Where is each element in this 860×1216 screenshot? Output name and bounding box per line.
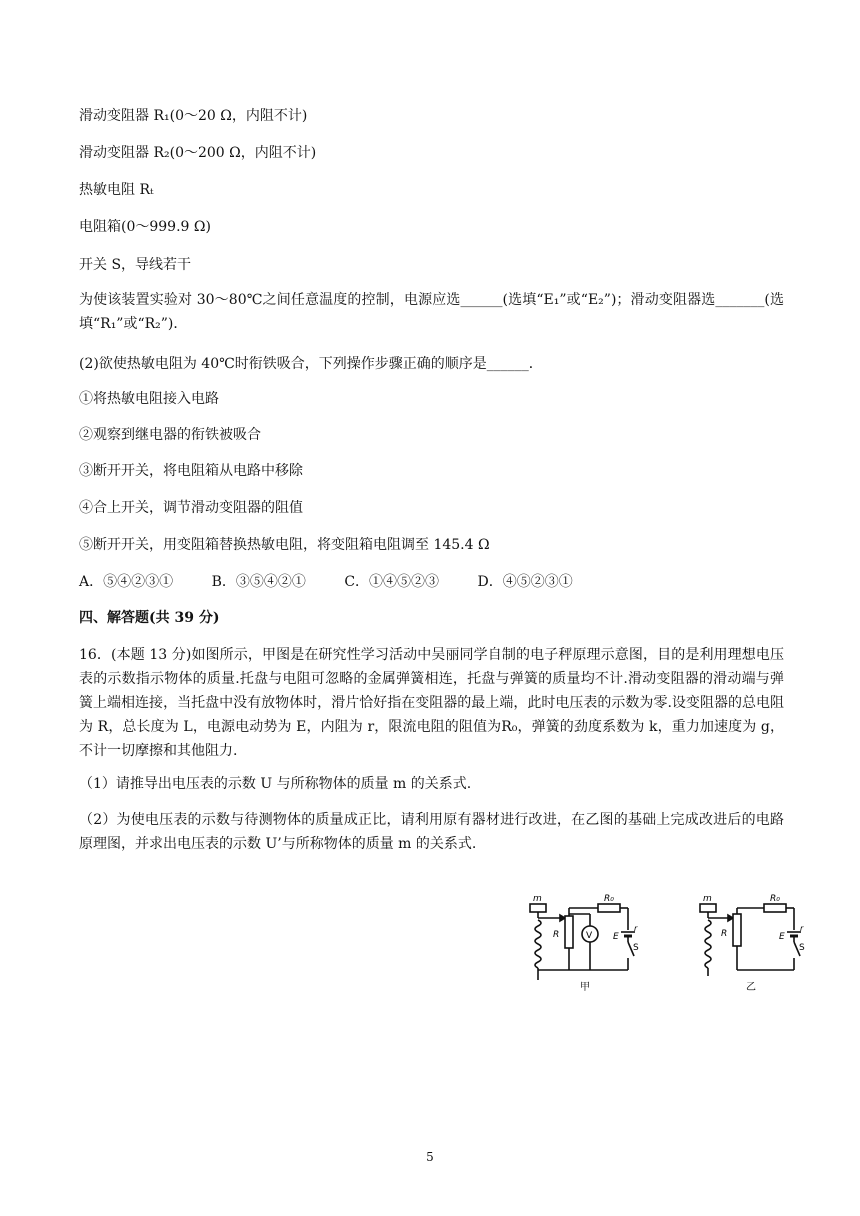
r-int-label: r: [634, 924, 638, 933]
mass-label: m: [703, 894, 712, 904]
s-label: S: [799, 943, 805, 953]
page-number: 5: [426, 1150, 434, 1164]
q15-step: ③断开开关，将电阻箱从电路中移除: [79, 463, 303, 479]
spring: [535, 920, 541, 968]
figure-caption: 乙: [746, 982, 756, 993]
spring: [705, 920, 711, 968]
e-label: E: [613, 932, 619, 942]
q15-step: ④合上开关，调节滑动变阻器的阻值: [79, 500, 303, 516]
circuit-figure-jia: [520, 890, 640, 1000]
mass-label: m: [533, 894, 542, 904]
section-heading: 四、解答题(共 39 分): [79, 610, 220, 626]
item-r2: 滑动变阻器 R₂(0～200 Ω，内阻不计): [79, 145, 317, 161]
figure-caption: 甲: [580, 982, 590, 993]
r0-label: R₀: [770, 894, 780, 904]
q15-step: ⑤断开开关，用变阻箱替换热敏电阻，将变阻箱电阻调至 145.4 Ω: [79, 537, 490, 553]
r-label: R: [721, 929, 728, 939]
rheostat: [565, 916, 573, 948]
item-r1: 滑动变阻器 R₁(0～20 Ω，内阻不计): [79, 108, 308, 124]
item-box: 电阻箱(0～999.9 Ω): [79, 219, 211, 235]
r0-resistor: [598, 904, 620, 912]
q15-options: [79, 572, 607, 592]
q15-part2: (2)欲使热敏电阻为 40℃时衔铁吸合，下列操作步骤正确的顺序是______．: [79, 356, 543, 372]
q15-step: ②观察到继电器的衔铁被吸合: [79, 427, 261, 443]
item-rt: 热敏电阻 Rₜ: [79, 182, 154, 198]
option-d: D．④⑤②③①: [477, 574, 573, 590]
q16-sub1: （1）请推导出电压表的示数 U 与所称物体的质量 m 的关系式.: [79, 776, 472, 792]
option-b: B．③⑤④②①: [211, 574, 306, 590]
r0-resistor: [764, 904, 786, 912]
e-label: E: [779, 932, 785, 942]
rheostat: [733, 914, 741, 946]
r-label: R: [553, 930, 560, 940]
item-switch: 开关 S，导线若干: [79, 257, 192, 273]
s-label: S: [633, 943, 639, 953]
q16-stem: 16．(本题 13 分)如图所示，甲图是在研究性学习活动中吴丽同学自制的电子秤原理示意图，目的是利用理想电压表的示数指示物体的质量.托盘与电阻可忽略的金属弹簧相连，托盘与弹簧的质量均不计.滑动变阻器的滑动端与弹簧上端相连接，当托盘中没有放物体时，滑片恰好指在变阻器的最上端，此时电压表的示数为零.设变阻器的总电阻为 R，总长度为 L，电源电动势为 E，内阻为 r，限流电阻的阻值为R₀，弹簧的劲度系数为 k，重力加速度为 g，不计一切摩擦和其他阻力.: [79, 647, 784, 759]
q15-step: ①将热敏电阻接入电路: [79, 391, 219, 407]
r0-label: R₀: [604, 894, 614, 904]
option-a: A．⑤④②③①: [79, 574, 174, 590]
tray: [700, 904, 716, 912]
option-c: C．①④⑤②③: [344, 574, 440, 590]
q16-sub2: （2）为使电压表的示数与待测物体的质量成正比，请利用原有器材进行改进，在乙图的基础上完成改进后的电路原理图，并求出电压表的示数 U’与所称物体的质量 m 的关系式.: [79, 812, 784, 852]
q15-select-text: 为使该装置实验对 30～80℃之间任意温度的控制，电源应选______(选填“E₁”或“E₂”)；滑动变阻器选_______(选填“R₁”或“R₂”)．: [79, 292, 784, 332]
tray: [530, 904, 546, 912]
circuit-figure-yi: [690, 890, 810, 1000]
r-int-label: r: [800, 924, 804, 933]
v-label: V: [586, 931, 593, 941]
